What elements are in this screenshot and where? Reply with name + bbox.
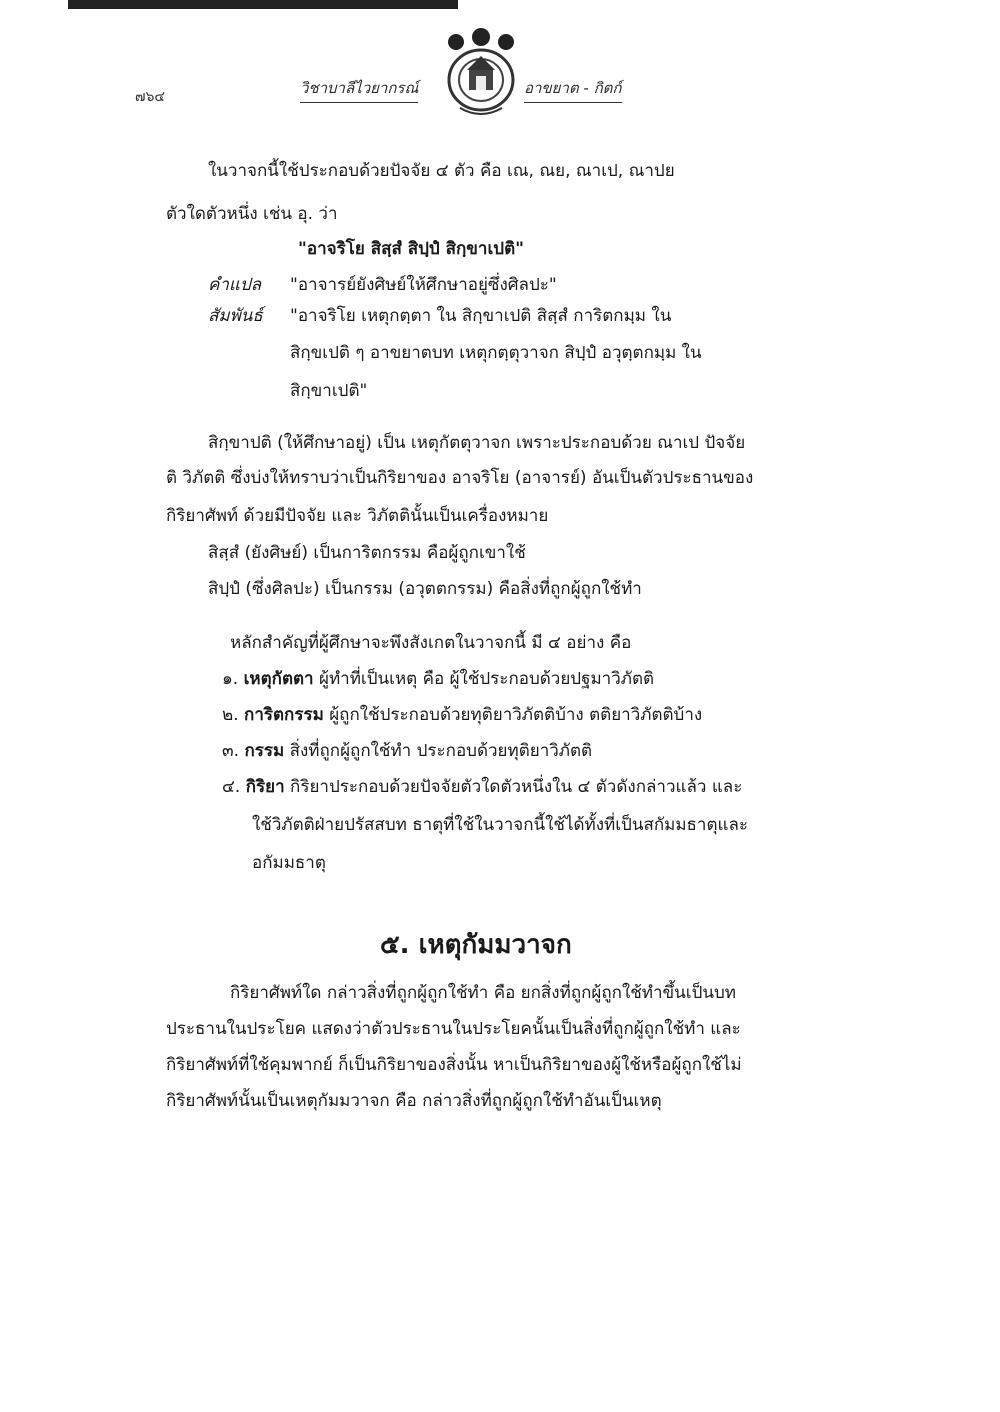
principle-item: [222, 704, 702, 726]
principle-number: ๒.: [222, 705, 239, 725]
translation-text: "อาจารย์ยังศิษย์ให้ศึกษาอยู่ซึ่งศิลปะ": [290, 275, 557, 295]
relation-line-2: สิกฺขเปติ ๆ อาขยาตบท เหตุกตฺตุวาจก สิปฺปํ อวุตฺตกมฺม ใน: [290, 343, 702, 363]
section-5-line-1: กิริยาศัพท์ใด กล่าวสิ่งที่ถูกผู้ถูกใช้ทำ คือ ยกสิ่งที่ถูกผู้ถูกใช้ทำขึ้นเป็นบท: [230, 983, 736, 1003]
relation-label: สัมพันธ์: [208, 306, 263, 326]
explanation-line-1: สิกฺขาปติ (ให้ศึกษาอยู่) เป็น เหตุกัตตุวาจก เพราะประกอบด้วย ณาเป ปัจจัย: [208, 433, 746, 453]
example-sentence: "อาจริโย สิสฺสํ สิปฺปํ สิกฺขาเปติ": [298, 239, 524, 259]
principle-term: การิตกรรม: [244, 705, 324, 725]
page-number: ๗๖๔: [135, 89, 166, 105]
principle-item: [222, 740, 592, 762]
principle-text: สิ่งที่ถูกผู้ถูกใช้ทำ ประกอบด้วยทุติยาวิภัตติ: [289, 741, 593, 761]
section-5-heading: ๕. เหตุกัมมวาจก: [380, 930, 572, 960]
principle-text: ผู้ถูกใช้ประกอบด้วยทุติยาวิภัตติบ้าง ตติยาวิภัตติบ้าง: [329, 705, 703, 725]
section-5-line-3: กิริยาศัพท์ที่ใช้คุมพากย์ ก็เป็นกิริยาของสิ่งนั้น หาเป็นกิริยาของผู้ใช้หรือผู้ถูกใช้ไม่: [166, 1055, 742, 1075]
explanation-line-2: ติ วิภัตติ ซึ่งบ่งให้ทราบว่าเป็นกิริยาของ อาจริโย (อาจารย์) อันเป็นตัวประธานของ: [166, 468, 754, 488]
principle-text: ผู้ทำที่เป็นเหตุ คือ ผู้ใช้ประกอบด้วยปฐมาวิภัตติ: [319, 669, 655, 689]
relation-line-1: "อาจริโย เหตุกตฺตา ใน สิกฺขาเปติ สิสฺสํ การิตกมฺม ใน: [290, 306, 672, 326]
translation-label: คำแปล: [208, 275, 262, 295]
principles-intro: หลักสำคัญที่ผู้ศึกษาจะพึงสังเกตในวาจกนี้ มี ๔ อย่าง คือ: [230, 633, 632, 653]
principle-item: [222, 668, 654, 690]
principle-text: กิริยาประกอบด้วยปัจจัยตัวใดตัวหนึ่งใน ๔ ตัวดังกล่าวแล้ว และ: [290, 777, 743, 797]
principle-number: ๔.: [222, 777, 241, 797]
institution-seal-logo: [440, 28, 522, 120]
principle-term: เหตุกัตตา: [243, 669, 314, 689]
intro-line-2: ตัวใดตัวหนึ่ง เช่น อุ. ว่า: [166, 204, 338, 224]
explanation-line-5: สิปฺปํ (ซึ่งศิลปะ) เป็นกรรม (อวุตตกรรม) คือสิ่งที่ถูกผู้ถูกใช้ทำ: [208, 579, 642, 599]
intro-line-1: ในวาจกนี้ใช้ประกอบด้วยปัจจัย ๔ ตัว คือ เณ, ณย, ณาเป, ณาปย: [208, 161, 675, 181]
relation-line-3: สิกฺขาเปติ": [290, 381, 368, 401]
explanation-line-3: กิริยาศัพท์ ด้วยมีปัจจัย และ วิภัตตินั้นเป็นเครื่องหมาย: [166, 506, 549, 526]
principle-term: กรรม: [244, 741, 285, 761]
principle-term: กิริยา: [245, 777, 285, 797]
explanation-line-4: สิสฺสํ (ยังศิษย์) เป็นการิตกรรม คือผู้ถูกเขาใช้: [208, 543, 526, 563]
header-left-title: วิชาบาลีไวยากรณ์: [300, 76, 418, 103]
scan-top-border: [68, 0, 458, 9]
section-5-line-4: กิริยาศัพท์นั้นเป็นเหตุกัมมวาจก คือ กล่าวสิ่งที่ถูกผู้ถูกใช้ทำอันเป็นเหตุ: [166, 1091, 662, 1111]
page-header: [0, 54, 1000, 134]
principle-item: [222, 776, 742, 798]
principle-4-continuation-2: อกัมมธาตุ: [252, 853, 326, 873]
principle-number: ๓.: [222, 741, 240, 761]
header-right-title: อาขยาต - กิตก์: [524, 76, 622, 103]
principle-4-continuation-1: ใช้วิภัตติฝ่ายปรัสสบท ธาตุที่ใช้ในวาจกนี้ใช้ได้ทั้งที่เป็นสกัมมธาตุและ: [252, 815, 749, 835]
section-5-line-2: ประธานในประโยค แสดงว่าตัวประธานในประโยคนั้นเป็นสิ่งที่ถูกผู้ถูกใช้ทำ และ: [166, 1019, 741, 1039]
principle-number: ๑.: [222, 669, 239, 689]
